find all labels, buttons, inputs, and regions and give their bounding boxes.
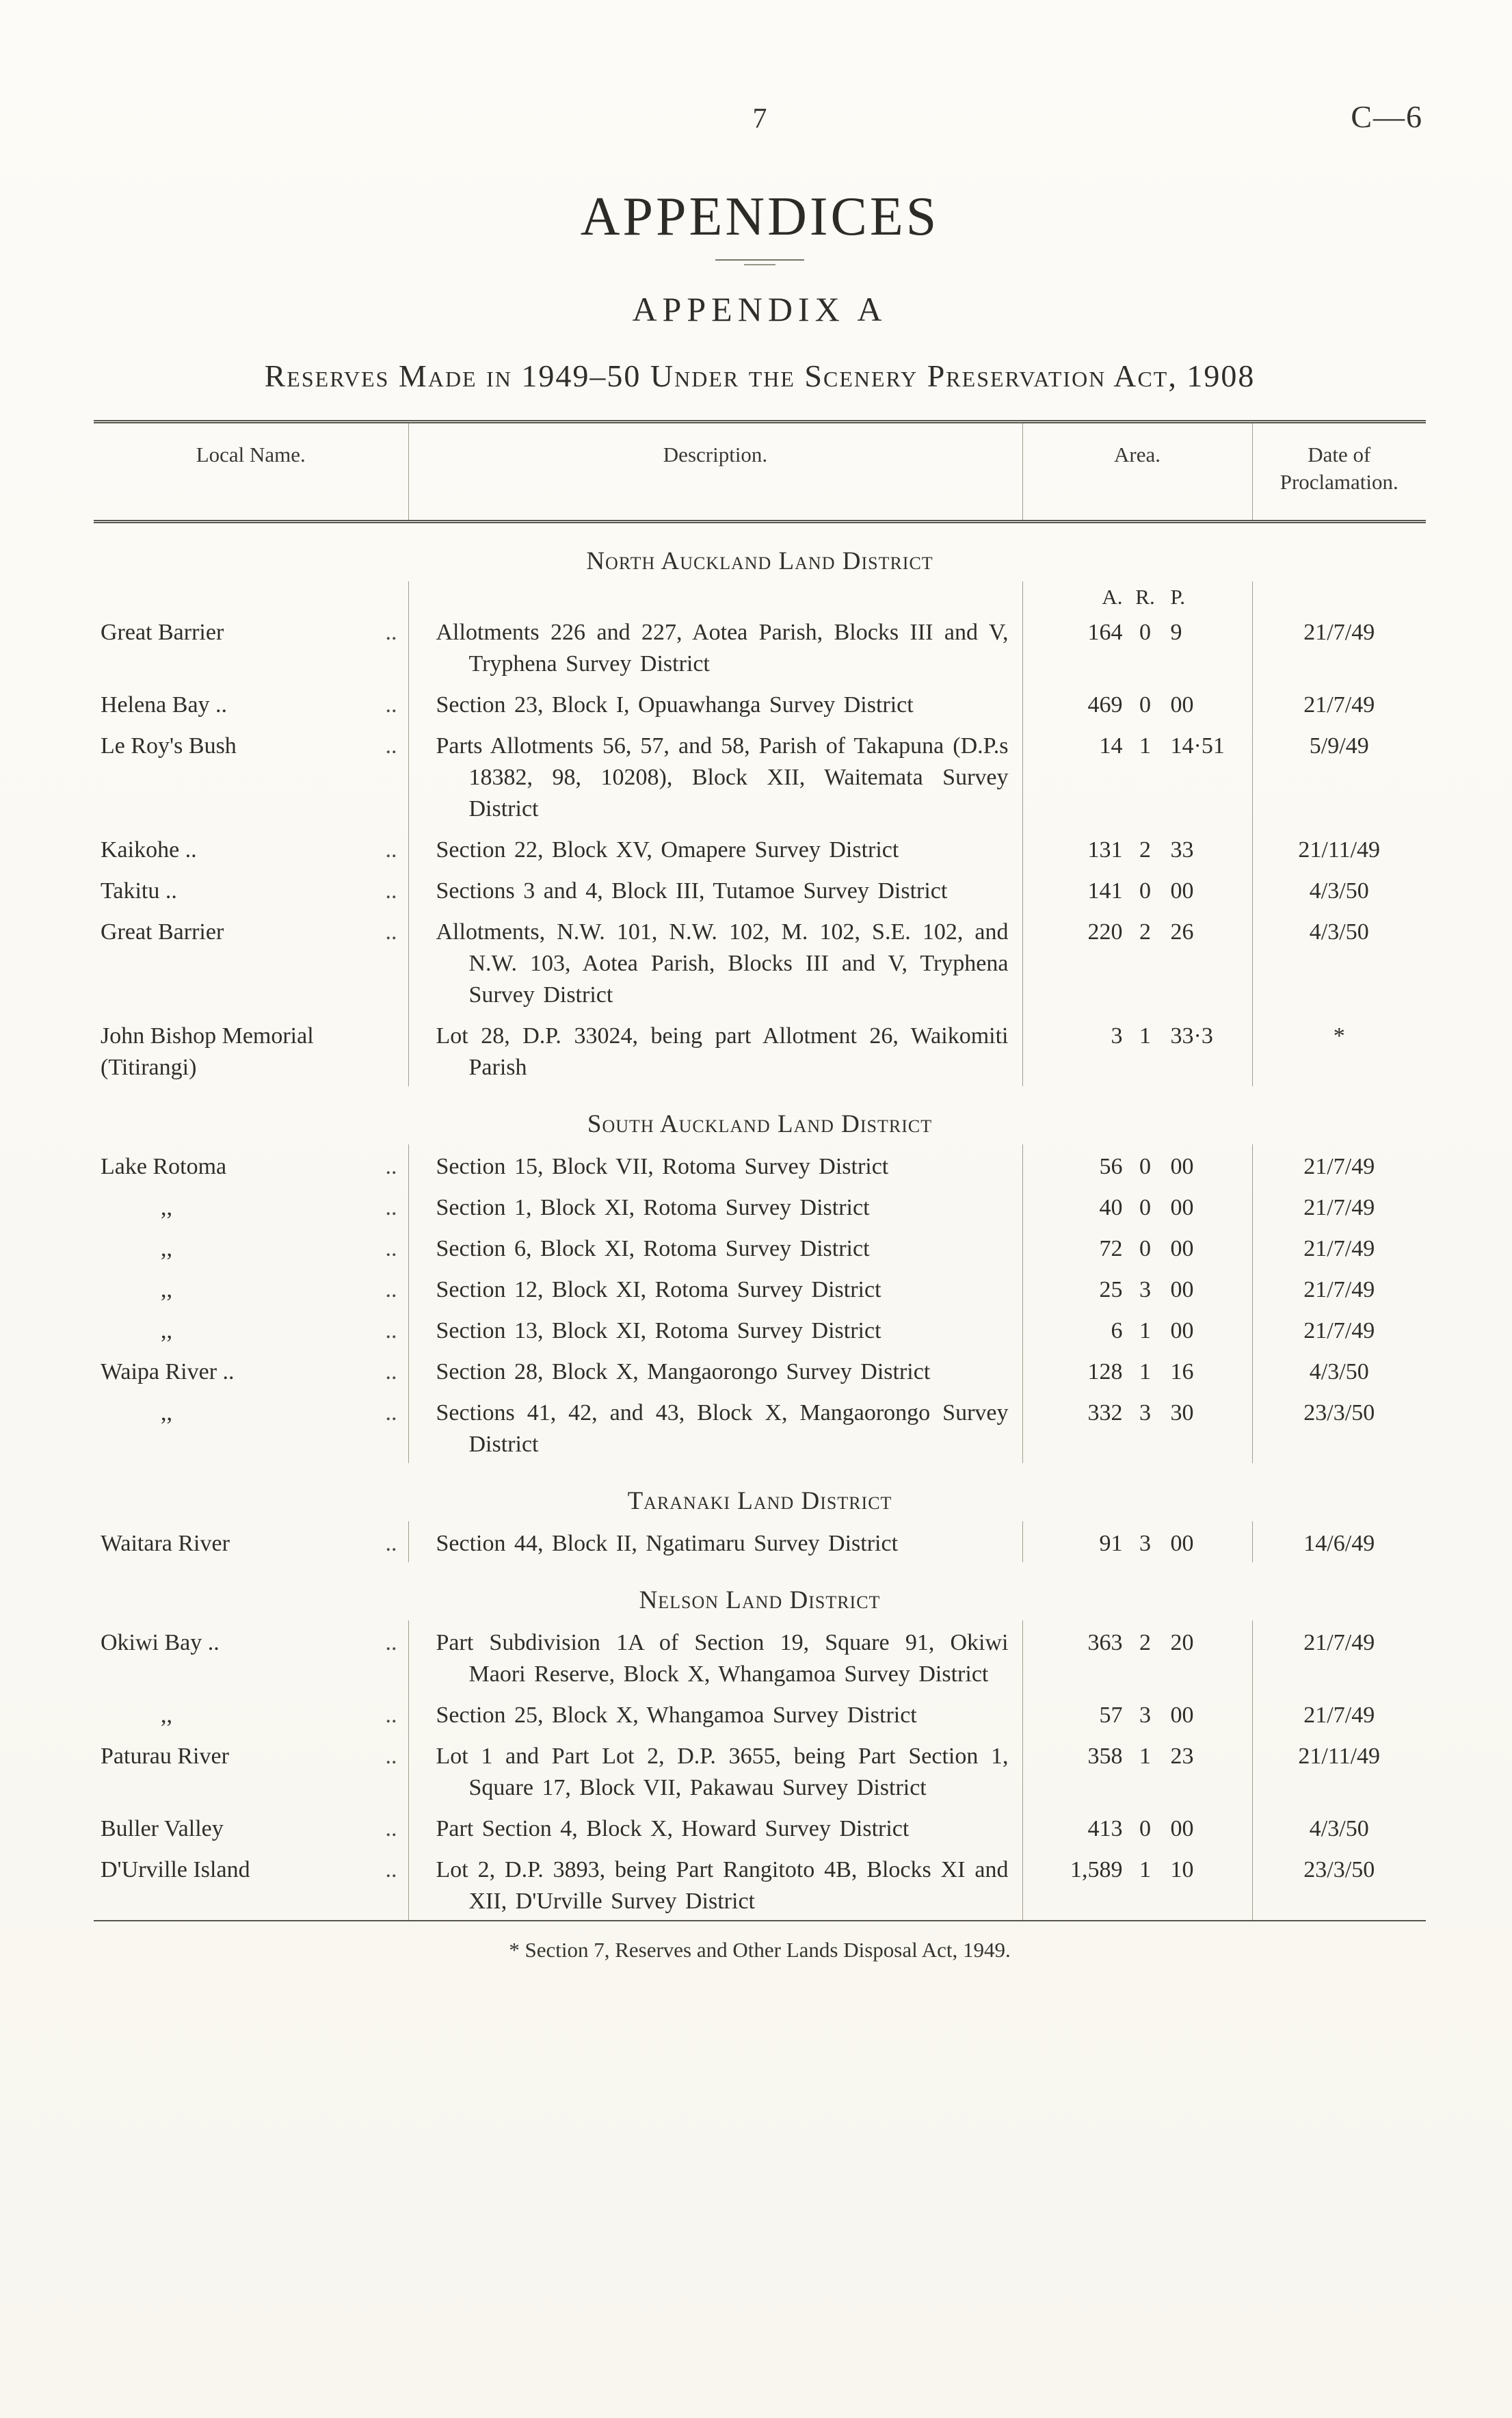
local-name-cell	[94, 1806, 408, 1848]
local-name-cell	[94, 1144, 408, 1185]
area-values	[1023, 1806, 1252, 1848]
area-acres: 91	[1099, 1530, 1123, 1556]
empty-cell	[94, 581, 408, 610]
table-row	[94, 1267, 1426, 1309]
leader-dots: ..	[385, 1743, 397, 1769]
area-roods: 1	[1139, 1023, 1151, 1049]
table-row	[94, 1734, 1426, 1806]
area-roods: 3	[1139, 1530, 1151, 1556]
leader-dots: ..	[385, 1235, 397, 1261]
date-cell: 21/7/49	[1252, 610, 1426, 683]
area-roods-label: R.	[1135, 584, 1155, 609]
local-name-cell	[94, 1521, 408, 1562]
leader-dots: ..	[385, 733, 397, 759]
area-roods: 3	[1139, 1399, 1151, 1425]
table-row	[94, 910, 1426, 1014]
description-cell	[408, 724, 1022, 828]
local-name: Waipa River ..	[101, 1358, 235, 1384]
area-perches: 00	[1170, 692, 1194, 718]
table-row	[94, 1185, 1426, 1226]
area-perches: 20	[1170, 1629, 1194, 1655]
area-cell	[1022, 1806, 1252, 1848]
area-perches: 16	[1170, 1358, 1194, 1384]
table-row	[94, 828, 1426, 869]
area-acres: 358	[1087, 1743, 1123, 1769]
date-cell: 4/3/50	[1252, 869, 1426, 910]
local-name: Buller Valley	[101, 1815, 224, 1841]
table-header-row	[94, 422, 1426, 522]
area-roods: 2	[1139, 919, 1151, 945]
description: Section 28, Block X, Mangaorongo Survey District	[436, 1358, 931, 1384]
area-acres: 72	[1099, 1235, 1123, 1261]
leader-dots: ..	[385, 1629, 397, 1655]
local-name-wrap	[94, 910, 408, 951]
local-name-cell	[94, 1267, 408, 1309]
table-row	[94, 1391, 1426, 1463]
description-cell	[408, 683, 1022, 724]
local-name-cell	[94, 683, 408, 724]
date-cell: 21/7/49	[1252, 1267, 1426, 1309]
area-perches: 9	[1170, 619, 1182, 645]
local-name: Lake Rotoma	[101, 1153, 227, 1179]
description-cell	[408, 1521, 1022, 1562]
description-cell	[408, 1144, 1022, 1185]
ditto-mark: ,,	[161, 1276, 172, 1302]
description-cell	[408, 1267, 1022, 1309]
date-cell: *	[1252, 1014, 1426, 1086]
area-cell	[1022, 1144, 1252, 1185]
area-acres-label: A.	[1102, 584, 1123, 609]
leader-dots: ..	[385, 919, 397, 945]
column-header-area: Area.	[1022, 422, 1252, 522]
area-acres: 57	[1099, 1702, 1123, 1728]
area-acres: 128	[1087, 1358, 1123, 1384]
leader-dots: ..	[385, 837, 397, 863]
local-name-cell	[94, 1185, 408, 1226]
local-name: Okiwi Bay ..	[101, 1629, 220, 1655]
area-acres: 14	[1099, 733, 1123, 759]
page-number: 7	[752, 103, 767, 135]
area-roods: 0	[1139, 692, 1151, 718]
leader-dots: ..	[385, 1702, 397, 1728]
area-roods: 2	[1139, 1629, 1151, 1655]
area-perches: 23	[1170, 1743, 1194, 1769]
area-values	[1023, 1014, 1252, 1055]
area-roods: 0	[1139, 619, 1151, 645]
local-name-wrap	[94, 869, 408, 910]
table-row	[94, 610, 1426, 683]
area-cell	[1022, 724, 1252, 828]
local-name: D'Urville Island	[101, 1856, 250, 1882]
area-acres: 56	[1099, 1153, 1123, 1179]
local-name-wrap	[94, 1014, 408, 1086]
area-acres: 141	[1087, 878, 1123, 904]
area-acres: 131	[1087, 837, 1123, 863]
description-cell	[408, 1693, 1022, 1734]
local-name-wrap	[94, 1734, 408, 1775]
area-values	[1023, 1521, 1252, 1562]
table-row	[94, 1848, 1426, 1921]
area-values	[1023, 1734, 1252, 1775]
description-cell	[408, 1848, 1022, 1921]
leader-dots: ..	[385, 1358, 397, 1384]
local-name: Le Roy's Bush	[101, 733, 237, 759]
local-name-wrap	[94, 683, 408, 724]
leader-dots: ..	[385, 878, 397, 904]
description-cell	[408, 1226, 1022, 1267]
area-values	[1023, 1350, 1252, 1391]
area-perches-label: P.	[1170, 584, 1186, 609]
local-name-cell	[94, 1014, 408, 1086]
area-roods: 1	[1139, 1743, 1151, 1769]
date-cell: 21/7/49	[1252, 1226, 1426, 1267]
local-name-cell	[94, 724, 408, 828]
date-cell: 21/7/49	[1252, 1144, 1426, 1185]
local-name-cell	[94, 1350, 408, 1391]
local-name-wrap	[94, 1185, 408, 1226]
description: Part Subdivision 1A of Section 19, Square 91, Okiwi Maori Reserve, Block X, Whangamoa Survey District	[436, 1629, 1009, 1687]
area-acres: 413	[1087, 1815, 1123, 1841]
area-roods: 1	[1139, 1358, 1151, 1384]
area-perches: 00	[1170, 1194, 1194, 1220]
area-subheader	[1023, 581, 1252, 610]
area-perches: 33·3	[1170, 1023, 1213, 1049]
table-row	[94, 724, 1426, 828]
area-perches: 00	[1170, 1153, 1194, 1179]
area-cell	[1022, 910, 1252, 1014]
date-cell: 4/3/50	[1252, 1806, 1426, 1848]
local-name: John Bishop Memorial (Titirangi)	[101, 1023, 314, 1080]
reserves-table	[94, 420, 1426, 1921]
ditto-mark: ,,	[161, 1317, 172, 1343]
section-heading: South Auckland Land District	[587, 1109, 933, 1138]
local-name-cell	[94, 910, 408, 1014]
area-perches: 33	[1170, 837, 1194, 863]
date-cell: 4/3/50	[1252, 1350, 1426, 1391]
description-cell	[408, 1391, 1022, 1463]
leader-dots: ..	[385, 1317, 397, 1343]
act-heading: Reserves Made in 1949–50 Under the Scenery Preservation Act, 1908	[264, 358, 1256, 393]
leader-dots: ..	[385, 692, 397, 718]
area-cell	[1022, 610, 1252, 683]
area-values	[1023, 1620, 1252, 1661]
leader-dots: ..	[385, 1153, 397, 1179]
local-name-cell	[94, 1848, 408, 1921]
description: Sections 3 and 4, Block III, Tutamoe Survey District	[436, 878, 948, 904]
area-values	[1023, 869, 1252, 910]
local-name: Takitu ..	[101, 878, 177, 904]
title-rule-ornament	[715, 259, 804, 266]
area-values	[1023, 1267, 1252, 1309]
area-cell	[1022, 828, 1252, 869]
area-acres: 164	[1087, 619, 1123, 645]
area-values	[1023, 683, 1252, 724]
area-subheader-row	[94, 581, 1426, 610]
area-acres: 25	[1099, 1276, 1123, 1302]
description: Lot 28, D.P. 33024, being part Allotment 26, Waikomiti Parish	[436, 1023, 1009, 1080]
empty-cell	[408, 581, 1022, 610]
column-header-description: Description.	[408, 422, 1022, 522]
local-name-cell	[94, 869, 408, 910]
section-heading-row	[94, 1463, 1426, 1521]
description-cell	[408, 610, 1022, 683]
local-name-cell	[94, 1734, 408, 1806]
area-acres: 6	[1111, 1317, 1123, 1343]
section-heading-row	[94, 1562, 1426, 1620]
local-name-cell	[94, 1226, 408, 1267]
area-cell	[1022, 1693, 1252, 1734]
table-row	[94, 1521, 1426, 1562]
page-header	[94, 99, 1426, 146]
local-name-wrap	[94, 1226, 408, 1267]
area-perches: 10	[1170, 1856, 1194, 1882]
description: Section 1, Block XI, Rotoma Survey District	[436, 1194, 870, 1220]
description: Section 6, Block XI, Rotoma Survey District	[436, 1235, 870, 1261]
local-name-wrap	[94, 1350, 408, 1391]
local-name-wrap	[94, 1391, 408, 1432]
date-cell: 21/11/49	[1252, 1734, 1426, 1806]
date-cell: 21/7/49	[1252, 1620, 1426, 1693]
local-name: Great Barrier	[101, 919, 224, 945]
description-cell	[408, 1806, 1022, 1848]
section-heading-row	[94, 1086, 1426, 1144]
local-name-wrap	[94, 828, 408, 869]
local-name: Waitara River	[101, 1530, 230, 1556]
area-perches: 26	[1170, 919, 1194, 945]
area-acres: 1,589	[1070, 1856, 1123, 1882]
local-name-wrap	[94, 1806, 408, 1848]
leader-dots: ..	[385, 1856, 397, 1882]
local-name-cell	[94, 610, 408, 683]
description-cell	[408, 828, 1022, 869]
description: Lot 2, D.P. 3893, being Part Rangitoto 4B, Blocks XI and XII, D'Urville Survey District	[436, 1856, 1009, 1914]
empty-cell	[1252, 581, 1426, 610]
local-name-cell	[94, 1620, 408, 1693]
table-header	[94, 422, 1426, 522]
description: Section 25, Block X, Whangamoa Survey District	[436, 1702, 917, 1728]
area-cell	[1022, 1848, 1252, 1921]
area-values	[1023, 1185, 1252, 1226]
column-header-date: Date of Proclamation.	[1252, 422, 1426, 522]
table-row	[94, 683, 1426, 724]
local-name: Great Barrier	[101, 619, 224, 645]
area-acres: 220	[1087, 919, 1123, 945]
area-perches: 14·51	[1170, 733, 1225, 759]
description-cell	[408, 1350, 1022, 1391]
date-cell: 4/3/50	[1252, 910, 1426, 1014]
section-heading: North Auckland Land District	[586, 547, 933, 575]
date-cell: 21/7/49	[1252, 1309, 1426, 1350]
leader-dots: ..	[385, 1815, 397, 1841]
local-name-wrap	[94, 1848, 408, 1889]
leader-dots: ..	[385, 1276, 397, 1302]
area-acres: 332	[1087, 1399, 1123, 1425]
date-cell: 5/9/49	[1252, 724, 1426, 828]
area-roods: 0	[1139, 1194, 1151, 1220]
local-name-cell	[94, 1693, 408, 1734]
area-cell	[1022, 1734, 1252, 1806]
leader-dots: ..	[385, 1530, 397, 1556]
local-name-wrap	[94, 724, 408, 765]
area-acres: 40	[1099, 1194, 1123, 1220]
area-cell	[1022, 1620, 1252, 1693]
description-cell	[408, 869, 1022, 910]
description-cell	[408, 1309, 1022, 1350]
area-subheader-cell	[1022, 581, 1252, 610]
local-name-wrap	[94, 1620, 408, 1661]
area-values	[1023, 1226, 1252, 1267]
description-cell	[408, 1734, 1022, 1806]
area-cell	[1022, 1267, 1252, 1309]
area-values	[1023, 1144, 1252, 1185]
description: Allotments, N.W. 101, N.W. 102, M. 102, S.E. 102, and N.W. 103, Aotea Parish, Blocks III and V, Tryphena Survey District	[436, 919, 1009, 1008]
description: Allotments 226 and 227, Aotea Parish, Blocks III and V, Tryphena Survey District	[436, 619, 1009, 676]
local-name-cell	[94, 828, 408, 869]
description: Section 23, Block I, Opuawhanga Survey District	[436, 692, 914, 718]
area-roods: 1	[1139, 1856, 1151, 1882]
table-row	[94, 1144, 1426, 1185]
local-name-cell	[94, 1309, 408, 1350]
description: Lot 1 and Part Lot 2, D.P. 3655, being Part Section 1, Square 17, Block VII, Pakawau Survey District	[436, 1743, 1009, 1800]
area-values	[1023, 724, 1252, 765]
area-acres: 3	[1111, 1023, 1123, 1049]
local-name-wrap	[94, 1521, 408, 1562]
ditto-mark: ,,	[161, 1702, 172, 1728]
area-cell	[1022, 1350, 1252, 1391]
area-perches: 30	[1170, 1399, 1194, 1425]
area-roods: 0	[1139, 1153, 1151, 1179]
date-cell: 21/7/49	[1252, 1185, 1426, 1226]
table-row	[94, 1620, 1426, 1693]
ditto-mark: ,,	[161, 1399, 172, 1425]
description: Part Section 4, Block X, Howard Survey District	[436, 1815, 910, 1841]
description-cell	[408, 1185, 1022, 1226]
area-cell	[1022, 1014, 1252, 1086]
description: Section 44, Block II, Ngatimaru Survey District	[436, 1530, 899, 1556]
leader-dots: ..	[385, 619, 397, 645]
area-roods: 1	[1139, 1317, 1151, 1343]
area-roods: 0	[1139, 1815, 1151, 1841]
date-cell: 21/7/49	[1252, 1693, 1426, 1734]
local-name: Helena Bay ..	[101, 692, 228, 718]
area-acres: 469	[1087, 692, 1123, 718]
ditto-mark: ,,	[161, 1235, 172, 1261]
local-name-wrap	[94, 610, 408, 651]
area-cell	[1022, 683, 1252, 724]
footnote: * Section 7, Reserves and Other Lands Disposal Act, 1949.	[509, 1937, 1011, 1962]
local-name-cell	[94, 1391, 408, 1463]
description: Parts Allotments 56, 57, and 58, Parish of Takapuna (D.P.s 18382, 98, 10208), Block XII, Waitemata Survey District	[436, 733, 1009, 822]
date-cell: 23/3/50	[1252, 1391, 1426, 1463]
date-cell: 14/6/49	[1252, 1521, 1426, 1562]
area-values	[1023, 1693, 1252, 1734]
date-cell: 23/3/50	[1252, 1848, 1426, 1921]
area-perches: 00	[1170, 1815, 1194, 1841]
local-name-wrap	[94, 1693, 408, 1734]
area-values	[1023, 910, 1252, 951]
local-name-wrap	[94, 1144, 408, 1185]
area-perches: 00	[1170, 1702, 1194, 1728]
ditto-mark: ,,	[161, 1194, 172, 1220]
area-perches: 00	[1170, 1276, 1194, 1302]
area-roods: 3	[1139, 1276, 1151, 1302]
table-row	[94, 1014, 1426, 1086]
area-values	[1023, 828, 1252, 869]
local-name: Kaikohe ..	[101, 837, 197, 863]
description: Section 22, Block XV, Omapere Survey District	[436, 837, 899, 863]
description: Section 13, Block XI, Rotoma Survey District	[436, 1317, 881, 1343]
table-row	[94, 1693, 1426, 1734]
area-roods: 2	[1139, 837, 1151, 863]
description: Section 15, Block VII, Rotoma Survey District	[436, 1153, 889, 1179]
area-roods: 0	[1139, 878, 1151, 904]
description-cell	[408, 910, 1022, 1014]
description-cell	[408, 1620, 1022, 1693]
column-header-local-name: Local Name.	[94, 422, 408, 522]
description-cell	[408, 1014, 1022, 1086]
local-name-wrap	[94, 1267, 408, 1309]
table-row	[94, 1226, 1426, 1267]
date-cell: 21/11/49	[1252, 828, 1426, 869]
table-row	[94, 1350, 1426, 1391]
area-roods: 0	[1139, 1235, 1151, 1261]
area-values	[1023, 1309, 1252, 1350]
table-body	[94, 521, 1426, 1921]
area-cell	[1022, 1521, 1252, 1562]
area-acres: 363	[1087, 1629, 1123, 1655]
area-values	[1023, 1848, 1252, 1889]
area-cell	[1022, 869, 1252, 910]
description: Section 12, Block XI, Rotoma Survey District	[436, 1276, 881, 1302]
area-values	[1023, 1391, 1252, 1432]
document-reference: C—6	[1351, 99, 1423, 134]
area-roods: 1	[1139, 733, 1151, 759]
area-perches: 00	[1170, 1317, 1194, 1343]
area-roods: 3	[1139, 1702, 1151, 1728]
area-perches: 00	[1170, 1235, 1194, 1261]
page-title: APPENDICES	[580, 187, 940, 247]
section-heading: Nelson Land District	[639, 1586, 881, 1614]
area-values	[1023, 610, 1252, 651]
leader-dots: ..	[385, 1399, 397, 1425]
appendix-subtitle: APPENDIX A	[632, 290, 888, 328]
area-perches: 00	[1170, 1530, 1194, 1556]
local-name-wrap	[94, 1309, 408, 1350]
description: Sections 41, 42, and 43, Block X, Mangaorongo Survey District	[436, 1399, 1009, 1457]
leader-dots: ..	[385, 1194, 397, 1220]
area-cell	[1022, 1391, 1252, 1463]
area-cell	[1022, 1309, 1252, 1350]
area-cell	[1022, 1185, 1252, 1226]
local-name: Paturau River	[101, 1743, 229, 1769]
table-row	[94, 869, 1426, 910]
table-row	[94, 1806, 1426, 1848]
section-heading-row	[94, 521, 1426, 581]
area-cell	[1022, 1226, 1252, 1267]
area-perches: 00	[1170, 878, 1194, 904]
table-row	[94, 1309, 1426, 1350]
section-heading: Taranaki Land District	[627, 1486, 892, 1515]
date-cell: 21/7/49	[1252, 683, 1426, 724]
